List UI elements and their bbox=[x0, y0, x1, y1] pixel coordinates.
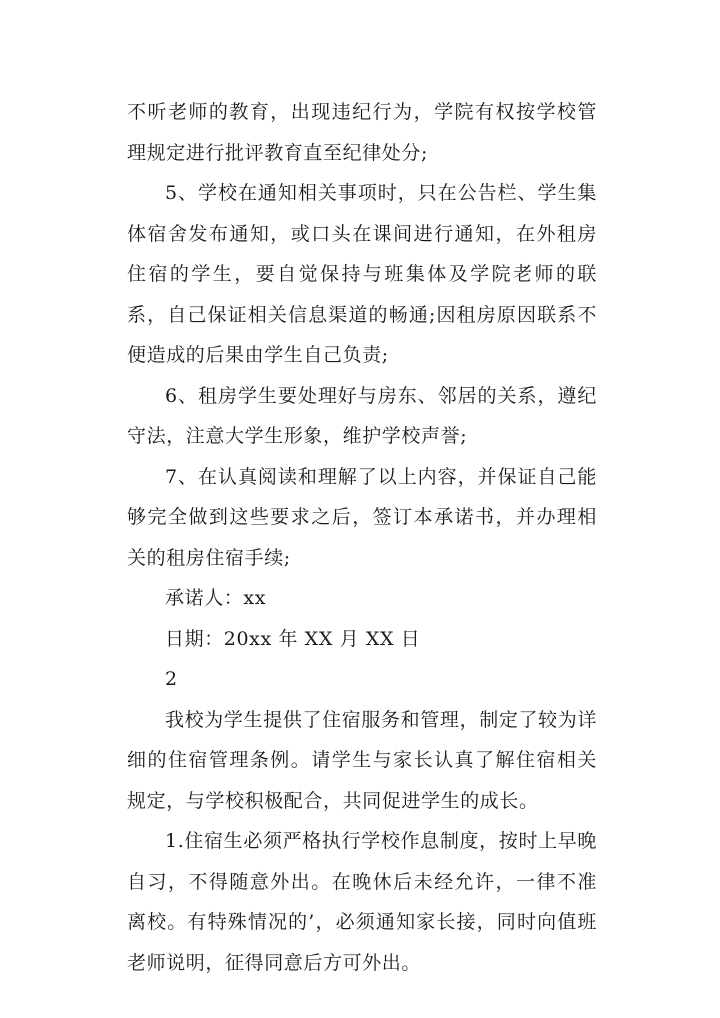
promisor-line: 承诺人：xx bbox=[165, 587, 267, 609]
paragraph-rule-1: 1.住宿生必须严格执行学校作息制度，按时上早晚自习，不得随意外出。在晚休后未经允许，一律不准离校。有特殊情况的’，必须通知家长接，同时向值班老师说明，征得同意后方可外出。 bbox=[127, 830, 597, 974]
paragraph-item-7: 7、在认真阅读和理解了以上内容，并保证自己能够完全做到这些要求之后，签订本承诺书，并办理相关的租房住宿手续; bbox=[127, 465, 597, 569]
paragraph-discipline-continuation: 不听老师的教育，出现违纪行为，学院有权按学校管理规定进行批评教育直至纪律处分; bbox=[127, 101, 597, 164]
paragraph-item-5: 5、学校在通知相关事项时，只在公告栏、学生集体宿舍发布通知，或口头在课间进行通知，在外租房住宿的学生，要自觉保持与班集体及学院老师的联系，自己保证相关信息渠道的畅通;因租房原因联系不便造成的后果由学生自己负责; bbox=[127, 182, 597, 366]
section-number: 2 bbox=[165, 668, 178, 690]
paragraph-item-6: 6、租房学生要处理好与房东、邻居的关系，遵纪守法，注意大学生形象，维护学校声誉; bbox=[127, 384, 597, 447]
document-body bbox=[127, 92, 597, 983]
date-line: 日期：20xx 年 XX 月 XX 日 bbox=[165, 627, 421, 650]
paragraph-intro: 我校为学生提供了住宿服务和管理，制定了较为详细的住宿管理条例。请学生与家长认真了解住宿相关规定，与学校积极配合，共同促进学生的成长。 bbox=[127, 708, 597, 812]
